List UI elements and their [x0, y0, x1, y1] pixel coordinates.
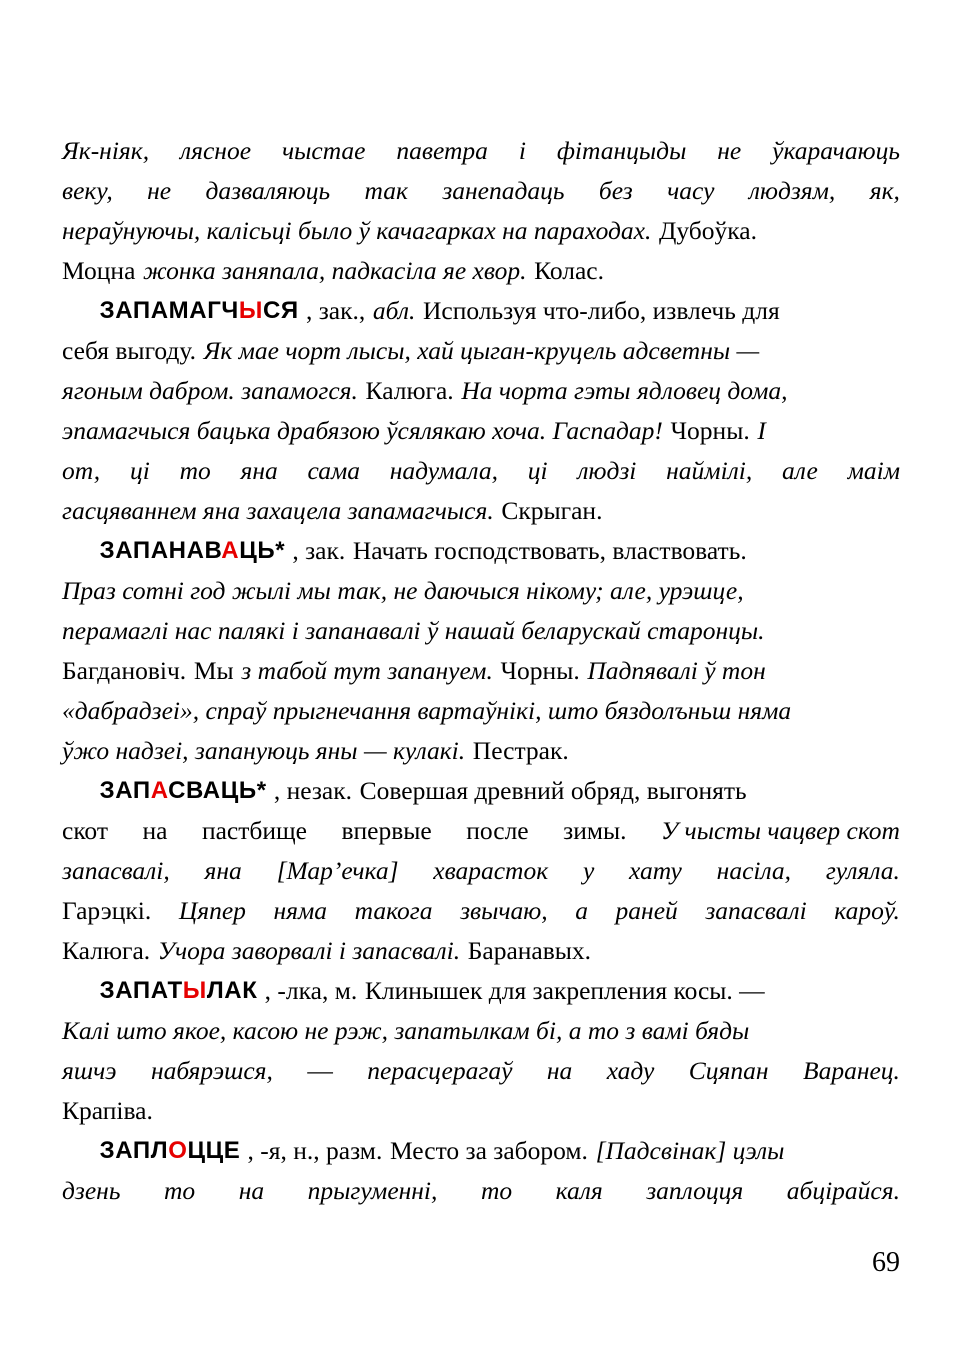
source-citation: Крапіва.	[62, 1096, 153, 1125]
word: без	[598, 176, 633, 205]
text-line	[62, 1171, 900, 1211]
word: каля	[555, 1176, 603, 1205]
text-line	[62, 331, 900, 371]
word: сама	[307, 456, 360, 485]
word: прыгуменні,	[307, 1176, 438, 1205]
usage-label: абл.	[372, 296, 416, 325]
word: фітанцыды	[556, 136, 687, 165]
word: запасвалі	[705, 896, 807, 925]
word: пастбище	[201, 816, 307, 845]
quote-text: Учора заворвалі і запасвалі.	[157, 936, 461, 965]
text-line	[62, 211, 900, 251]
word: после	[466, 816, 529, 845]
quote-text: Падпявалі ў тон	[587, 656, 766, 685]
headword-part: ЗАП	[99, 777, 151, 804]
quote-text: нераўнуючы, калісьці было ў качагарках на параходах.	[62, 216, 652, 245]
quote-text: [Падсвінак] цэлы	[595, 1136, 785, 1165]
text-line	[62, 611, 900, 651]
word: дзень	[62, 1176, 121, 1205]
stressed-vowel: Ы	[238, 297, 263, 324]
word: яшчэ	[62, 1056, 117, 1085]
quote-text: «дабрадзеі», спраў прыгнечання вартаўнікі, што бяздолъньш няма	[62, 696, 792, 725]
asterisk-marker: *	[256, 777, 267, 804]
word: звычаю,	[460, 896, 548, 925]
dash: —	[307, 1056, 333, 1085]
text-line	[62, 811, 900, 851]
paragraph-indent	[62, 971, 92, 1011]
source-citation: Чорны.	[500, 656, 580, 685]
source-citation: Калюга.	[62, 936, 151, 965]
headword-zapanavats	[100, 531, 286, 571]
quote-text: жонка заняпала, падкасіла яе хвор.	[143, 256, 527, 285]
word: хату	[629, 856, 682, 885]
word: хварасток	[433, 856, 549, 885]
grammar-label: , незак.	[273, 776, 353, 805]
word: то	[179, 456, 211, 485]
source-citation: Колас.	[534, 256, 604, 285]
definition-text: Используя что-либо, извлечь для	[422, 296, 780, 325]
word: так	[364, 176, 408, 205]
text-line	[62, 491, 900, 531]
quote-text: І	[757, 416, 766, 445]
source-citation: Баранавых.	[467, 936, 592, 965]
word: веку,	[62, 176, 113, 205]
quote-text: ягоным дабром. запамогся.	[62, 376, 358, 405]
headword-part: ЗАПАТ	[99, 977, 183, 1004]
headword-part: СВАЦЬ	[168, 777, 257, 804]
text-line	[62, 171, 900, 211]
text-line	[62, 651, 900, 691]
word: Цяпер	[178, 896, 246, 925]
source-citation: Дубоўка.	[658, 216, 757, 245]
entry-headword-line	[62, 1131, 900, 1171]
source-citation: Гарэцкі.	[62, 896, 152, 925]
page-text-block	[62, 131, 900, 1211]
entry-headword-line	[62, 531, 900, 571]
word: лясное	[180, 136, 252, 165]
page-number: 69	[872, 1247, 900, 1278]
word: наймілі,	[666, 456, 753, 485]
headword-zapamahchysia	[100, 291, 299, 331]
definition-text: Место за забором.	[389, 1136, 588, 1165]
text-line	[62, 1051, 900, 1091]
text-line	[62, 571, 900, 611]
word: часу	[667, 176, 715, 205]
word: гуляла.	[825, 856, 900, 885]
word: то	[163, 1176, 196, 1205]
word: не	[717, 136, 742, 165]
headword-part: ЗАПАМАГЧ	[99, 297, 239, 324]
headword-zapatylak	[100, 971, 258, 1011]
paragraph-indent	[62, 1131, 92, 1171]
text-line	[62, 731, 900, 771]
definition-text: себя выгоду.	[62, 336, 196, 365]
entry-headword-line	[62, 771, 900, 811]
text-line	[62, 1091, 900, 1131]
word: такога	[354, 896, 433, 925]
word: набярэшся,	[150, 1056, 273, 1085]
quote-text: Моцна	[62, 256, 136, 285]
definition-text: Клинышек для закрепления косы. —	[364, 976, 765, 1005]
word: ўкарачаюць	[772, 136, 900, 165]
source-citation: Чорны.	[670, 416, 750, 445]
word: надумала,	[389, 456, 498, 485]
word: у	[582, 856, 595, 885]
headword-zaplotstse	[100, 1131, 241, 1171]
source-citation: Багдановіч.	[62, 656, 187, 685]
word: маім	[847, 456, 900, 485]
text-line	[62, 851, 900, 891]
word: яна	[240, 456, 278, 485]
quote-text: перамаглі нас палякі і запанавалі ў нашай беларускай старонцы.	[62, 616, 765, 645]
word: раней	[615, 896, 678, 925]
word: на	[546, 1056, 573, 1085]
word: яна	[204, 856, 242, 885]
headword-part: ЦЦЕ	[187, 1137, 241, 1164]
stressed-vowel: О	[168, 1137, 188, 1164]
stressed-vowel: А	[150, 777, 169, 804]
quote-text: гасцяваннем яна захацела запамагчыся.	[62, 496, 494, 525]
entry-headword-line	[62, 291, 900, 331]
quote-text: ўжо надзеі, запануюць яны — кулакі.	[62, 736, 466, 765]
source-citation: Пестрак.	[472, 736, 569, 765]
quote-text: На чорта гэты ядловец дома,	[461, 376, 788, 405]
quote-text: Праз сотні год жылі мы так, не даючыся нікому; але, урэшце,	[62, 576, 744, 605]
word: чыстае	[281, 136, 366, 165]
word: Як-ніяк,	[62, 136, 150, 165]
word: хаду	[606, 1056, 655, 1085]
grammar-label: , -лка, м.	[264, 976, 358, 1005]
word: але	[782, 456, 818, 485]
word: як,	[869, 176, 900, 205]
quote-text: Мы	[193, 656, 234, 685]
word: скот	[62, 816, 108, 845]
word: дазваляюць	[205, 176, 331, 205]
headword-part: ЦЬ	[239, 537, 276, 564]
quote-text: з табой тут запануем.	[241, 656, 493, 685]
word: абцірайся.	[786, 1176, 900, 1205]
word: заплоцця	[646, 1176, 744, 1205]
text-line	[62, 371, 900, 411]
headword-zapasvats	[100, 771, 267, 811]
quote-text: Калі што якое, касою не рэж, запатылкам бі, а то з вамі бяды	[62, 1016, 750, 1045]
word: то	[480, 1176, 513, 1205]
text-line	[62, 251, 900, 291]
word: ці	[527, 456, 548, 485]
grammar-label: , зак.	[292, 536, 346, 565]
definition-text: Совершая древний обряд, выгонять	[359, 776, 747, 805]
word: кароў.	[834, 896, 900, 925]
word: няма	[273, 896, 328, 925]
word: занепадаць	[442, 176, 565, 205]
quote-text: Як мае чорт лысы, хай цыган-круцель адсветны —	[203, 336, 760, 365]
word: і	[518, 136, 526, 165]
word: людзі	[577, 456, 637, 485]
headword-part: СЯ	[262, 297, 299, 324]
word: Варанец.	[803, 1056, 900, 1085]
asterisk-marker: *	[275, 537, 286, 564]
word: запасвалі,	[62, 856, 170, 885]
word: от,	[62, 456, 101, 485]
word: Сцяпан	[688, 1056, 769, 1085]
paragraph-indent	[62, 291, 92, 331]
text-line	[62, 131, 900, 171]
word: а	[575, 896, 588, 925]
entry-headword-line	[62, 971, 900, 1011]
headword-part: ЗАПЛ	[99, 1137, 169, 1164]
word: насіла,	[716, 856, 792, 885]
word: людзям,	[748, 176, 836, 205]
word: паветра	[396, 136, 488, 165]
text-line	[62, 891, 900, 931]
stressed-vowel: Ы	[182, 977, 207, 1004]
paragraph-indent	[62, 531, 92, 571]
text-line	[62, 411, 900, 451]
headword-part: ЛАК	[206, 977, 258, 1004]
quote-text: эпамагчыся бацька драбязою ўсялякаю хоча. Гаспадар!	[62, 416, 663, 445]
word: зимы.	[563, 816, 627, 845]
grammar-label: , -я, н., разм.	[247, 1136, 383, 1165]
text-line	[62, 451, 900, 491]
grammar-label: , зак.,	[305, 296, 366, 325]
text-line	[62, 1011, 900, 1051]
text-line	[62, 931, 900, 971]
word: впервые	[341, 816, 432, 845]
definition-text: Начать господствовать, властвовать.	[352, 536, 747, 565]
word: ці	[129, 456, 150, 485]
word: [Мар’ечка]	[276, 856, 399, 885]
source-citation: Калюга.	[365, 376, 454, 405]
paragraph-indent	[62, 771, 92, 811]
word: перасцерагаў	[367, 1056, 513, 1085]
headword-part: ЗАПАНАВ	[99, 537, 222, 564]
word: на	[238, 1176, 265, 1205]
quote-text: У чысты чацвер скот	[661, 816, 900, 845]
word: на	[142, 816, 168, 845]
source-citation: Скрыган.	[501, 496, 603, 525]
word: не	[147, 176, 172, 205]
stressed-vowel: А	[221, 537, 240, 564]
text-line	[62, 691, 900, 731]
